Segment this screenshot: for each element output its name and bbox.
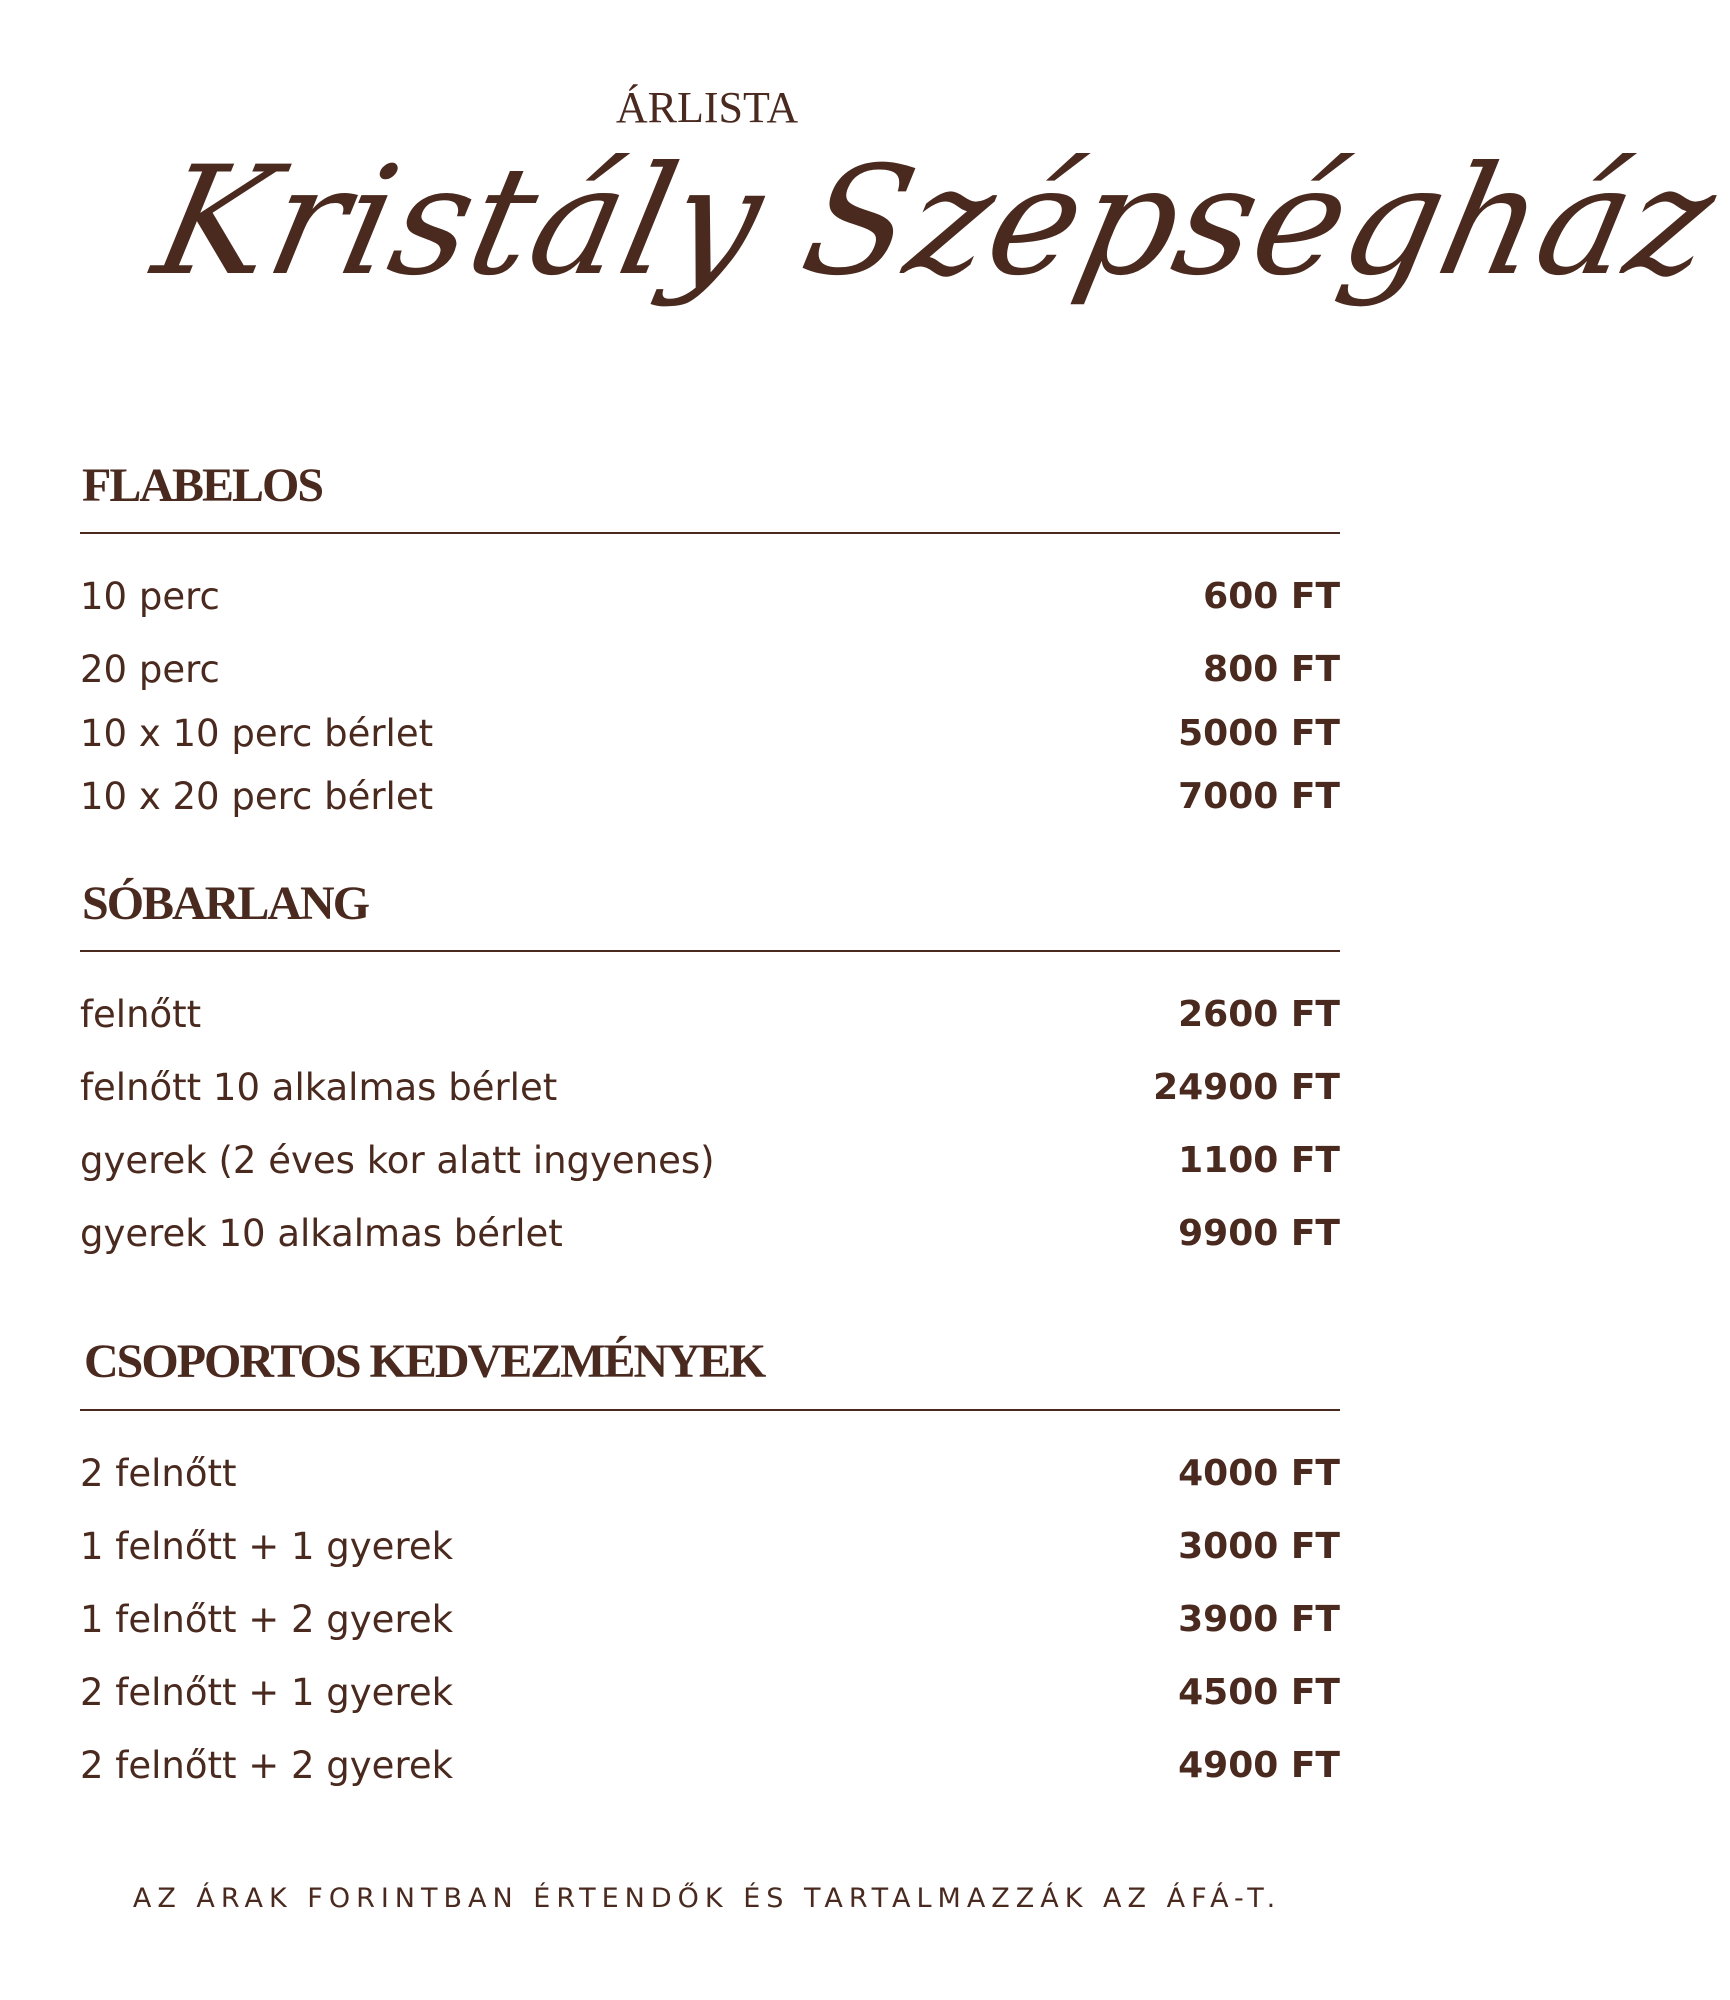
section-divider xyxy=(80,950,1340,952)
item-label: 2 felnőtt + 1 gyerek xyxy=(80,1670,454,1714)
item-label: 10 x 10 perc bérlet xyxy=(80,711,434,755)
item-price: 3000 FT xyxy=(1178,1525,1340,1567)
list-item xyxy=(80,1445,1340,1501)
item-price: 800 FT xyxy=(1203,648,1340,690)
page-kicker: ÁRLISTA xyxy=(615,83,799,132)
item-label: 10 x 20 perc bérlet xyxy=(80,774,434,818)
item-price: 24900 FT xyxy=(1153,1066,1340,1108)
item-price: 5000 FT xyxy=(1178,712,1340,754)
section-divider xyxy=(80,532,1340,534)
item-label: 2 felnőtt + 2 gyerek xyxy=(80,1743,454,1787)
footer-note: AZ ÁRAK FORINTBAN ÉRTENDŐK ÉS TARTALMAZZÁK AZ ÁFÁ-T. xyxy=(132,1883,1282,1914)
list-item xyxy=(80,1205,1340,1261)
list-item xyxy=(80,1518,1340,1574)
item-label: 20 perc xyxy=(80,647,220,691)
item-label: felnőtt 10 alkalmas bérlet xyxy=(80,1065,558,1109)
list-item xyxy=(80,1591,1340,1647)
list-item xyxy=(80,1737,1340,1793)
item-price: 4500 FT xyxy=(1178,1671,1340,1713)
section-title: CSOPORTOS KEDVEZMÉNYEK xyxy=(84,1335,765,1388)
section-divider xyxy=(80,1409,1340,1411)
section-title: SÓBARLANG xyxy=(82,877,369,930)
list-item xyxy=(80,1132,1340,1188)
item-price: 4900 FT xyxy=(1178,1744,1340,1786)
item-price: 600 FT xyxy=(1203,575,1340,617)
list-item xyxy=(80,986,1340,1042)
item-price: 9900 FT xyxy=(1178,1212,1340,1254)
section-flabelos xyxy=(80,459,1340,822)
list-item xyxy=(80,641,1340,697)
list-item xyxy=(80,1059,1340,1115)
item-label: felnőtt xyxy=(80,992,202,1036)
list-item xyxy=(80,768,1340,824)
item-price: 2600 FT xyxy=(1178,993,1340,1035)
item-label: 2 felnőtt xyxy=(80,1451,237,1495)
list-item xyxy=(80,705,1340,761)
item-label: 1 felnőtt + 2 gyerek xyxy=(80,1597,454,1641)
section-title: FLABELOS xyxy=(82,459,323,512)
page-title: Kristály Szépségház xyxy=(141,135,1730,309)
item-price: 4000 FT xyxy=(1178,1452,1340,1494)
section-csoportos-kedvezmenyek xyxy=(80,1335,1340,1798)
item-price: 1100 FT xyxy=(1178,1139,1340,1181)
item-label: gyerek (2 éves kor alatt ingyenes) xyxy=(80,1138,715,1182)
item-label: gyerek 10 alkalmas bérlet xyxy=(80,1211,563,1255)
item-label: 10 perc xyxy=(80,574,220,618)
list-item xyxy=(80,568,1340,624)
item-label: 1 felnőtt + 1 gyerek xyxy=(80,1524,454,1568)
item-price: 3900 FT xyxy=(1178,1598,1340,1640)
item-price: 7000 FT xyxy=(1178,775,1340,817)
list-item xyxy=(80,1664,1340,1720)
section-sobarlang xyxy=(80,877,1340,1260)
